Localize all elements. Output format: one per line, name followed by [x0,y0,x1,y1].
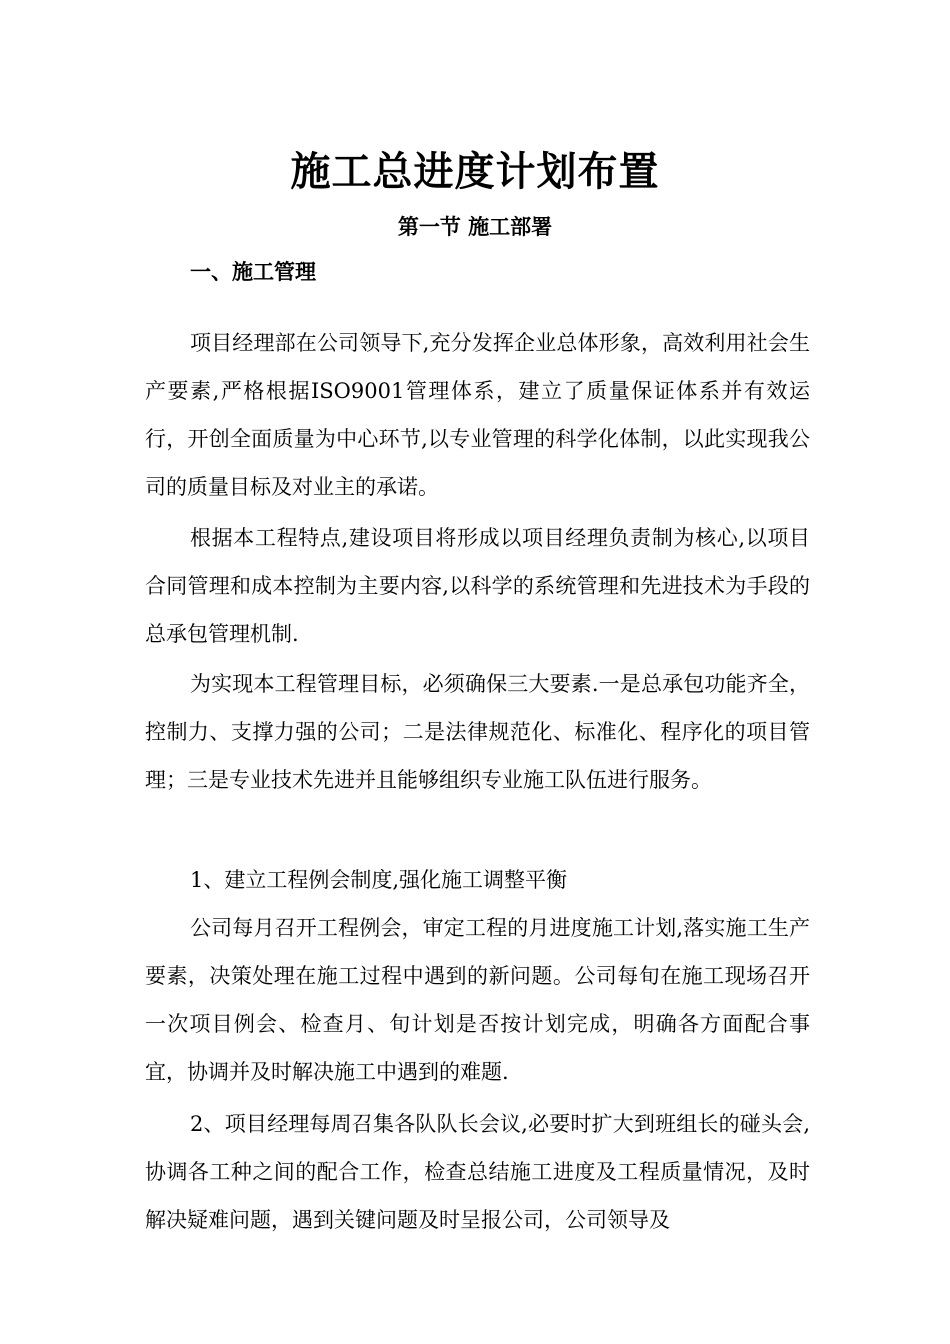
numbered-item-heading: 1、建立工程例会制度,强化施工调整平衡 [190,868,568,892]
section-title: 第一节 施工部署 [397,214,553,239]
paragraph: 项目经理部在公司领导下,充分发挥企业总体形象，高效利用社会生产要素,严格根据ISO9001管理体系，建立了质量保证体系并有效运行，开创全面质量为中心环节,以专业管理的科学化体制，以此实现我公司的质量目标及对业主的承诺。 [145,331,810,499]
paragraph: 2、项目经理每周召集各队队长会议,必要时扩大到班组长的碰头会,协调各工种之间的配合工作，检查总结施工进度及工程质量情况，及时解决疑难问题，遇到关键问题及时呈报公司，公司领导及 [145,1112,810,1232]
paragraph: 为实现本工程管理目标，必须确保三大要素.一是总承包功能齐全，控制力、支撑力强的公司；二是法律规范化、标准化、程序化的项目管理；三是专业技术先进并且能够组织专业施工队伍进行服务。 [145,672,810,792]
document-title: 施工总进度计划布置 [290,148,660,195]
paragraph: 公司每月召开工程例会，审定工程的月进度施工计划,落实施工生产要素，决策处理在施工过程中遇到的新问题。公司每旬在施工现场召开一次项目例会、检查月、旬计划是否按计划完成，明确各方面配合事宜，协调并及时解决施工中遇到的难题. [145,916,810,1084]
subheading: 一、施工管理 [190,259,316,284]
paragraph: 根据本工程特点,建设项目将形成以项目经理负责制为核心,以项目合同管理和成本控制为主要内容,以科学的系统管理和先进技术为手段的总承包管理机制. [145,526,810,646]
